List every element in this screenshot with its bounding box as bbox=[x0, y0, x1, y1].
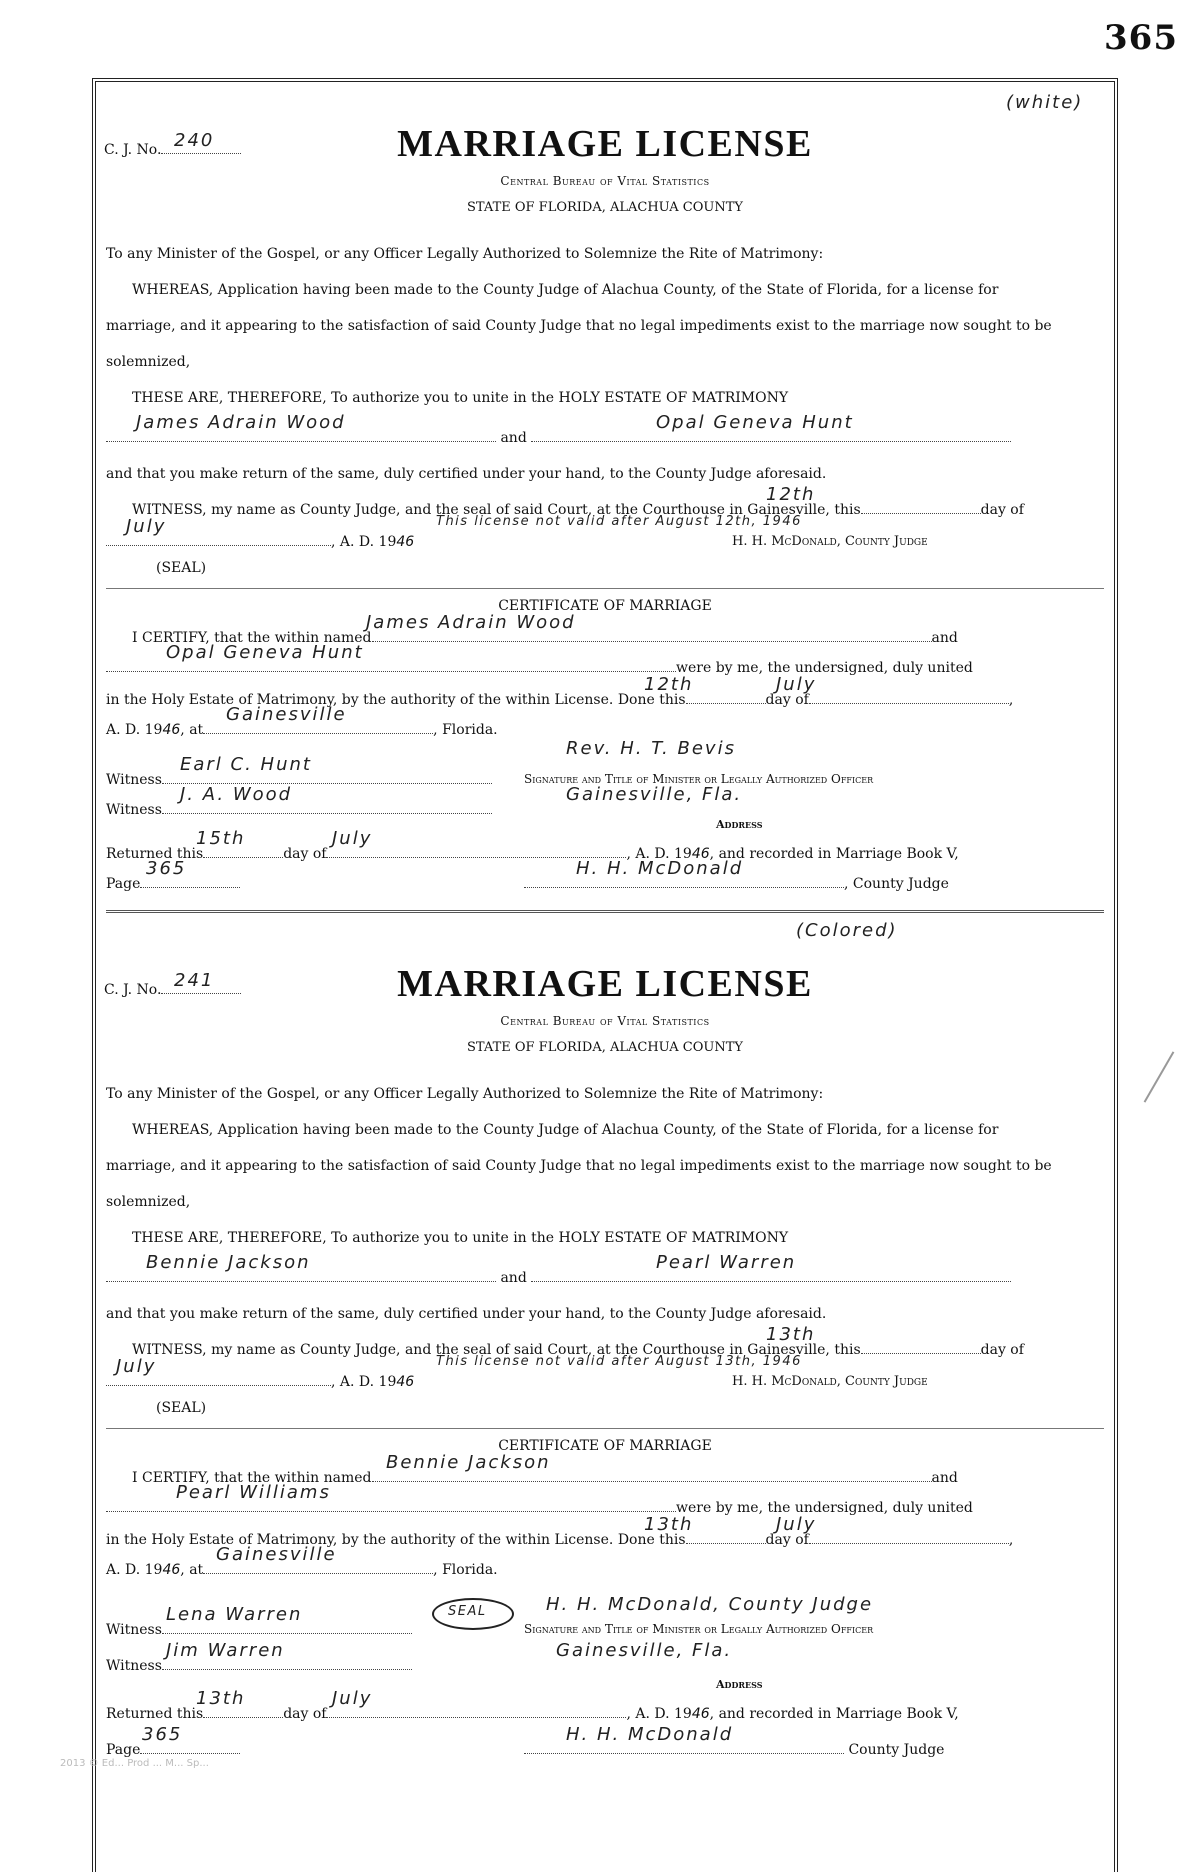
and-label: and bbox=[500, 1270, 527, 1286]
county-judge-line: County Judge bbox=[524, 1742, 944, 1758]
groom-name: James Adrain Wood bbox=[136, 412, 346, 433]
license-divider bbox=[106, 910, 1104, 913]
page-line: Page bbox=[106, 876, 240, 892]
witness-1-name: Lena Warren bbox=[166, 1604, 303, 1625]
cert-groom-name: James Adrain Wood bbox=[366, 612, 576, 633]
holy-estate-line: in the Holy Estate of Matrimony, by the authority of the within License. Done this day of , bbox=[106, 692, 1014, 708]
license-month: July bbox=[126, 516, 167, 537]
validity-note: This license not valid after August 12th, 1946 bbox=[436, 514, 802, 529]
returned-line: Returned this day of , A. D. 1946, and recorded in Marriage Book V, bbox=[106, 1706, 959, 1722]
month-year-line: , A. D. 1946 bbox=[106, 534, 414, 550]
witness-2-name: Jim Warren bbox=[166, 1640, 285, 1661]
race-note: (white) bbox=[1006, 92, 1084, 113]
county-judge-hand: H. H. McDonald bbox=[566, 1724, 734, 1745]
witness-2-line: Witness bbox=[106, 802, 492, 818]
page-value: 365 bbox=[142, 1724, 183, 1745]
cj-label: C. J. No. bbox=[104, 982, 162, 998]
license-month: July bbox=[116, 1356, 157, 1377]
page-line: Page bbox=[106, 1742, 240, 1758]
certify-line: I CERTIFY, that the within named and bbox=[132, 1470, 958, 1486]
address-caption: Address bbox=[716, 1678, 763, 1691]
cj-number-value: 241 bbox=[174, 970, 215, 991]
salutation: To any Minister of the Gospel, or any Officer Legally Authorized to Solemnize the Rite of Matrimony: bbox=[106, 1086, 824, 1102]
license-title: MARRIAGE LICENSE bbox=[397, 963, 813, 1005]
returned-day: 15th bbox=[196, 828, 246, 849]
returned-month: July bbox=[332, 828, 373, 849]
returned-day: 13th bbox=[196, 1688, 246, 1709]
license-day: 12th bbox=[766, 484, 816, 505]
return-instruction: and that you make return of the same, duly certified under your hand, to the County Judge aforesaid. bbox=[106, 466, 827, 482]
copyright-watermark: 2013 © Ed... Prod ... M... Sp... bbox=[60, 1758, 209, 1769]
returned-month: July bbox=[332, 1688, 373, 1709]
witness-1-line: Witness bbox=[106, 772, 492, 788]
cj-label: C. J. No. bbox=[104, 142, 162, 158]
witness-1-line: Witness bbox=[106, 1622, 412, 1638]
groom-name: Bennie Jackson bbox=[146, 1252, 311, 1273]
witness-2-line: Witness bbox=[106, 1658, 412, 1674]
witness-clause: WITNESS, my name as County Judge, and the seal of said Court, at the Courthouse in Gainesville, this day of bbox=[132, 1342, 1024, 1358]
address-caption: Address bbox=[716, 818, 763, 831]
return-instruction: and that you make return of the same, duly certified under your hand, to the County Judge aforesaid. bbox=[106, 1306, 827, 1322]
cert-bride-name: Opal Geneva Hunt bbox=[166, 642, 364, 663]
whereas-line-3: solemnized, bbox=[106, 354, 191, 370]
certificate-title: CERTIFICATE OF MARRIAGE bbox=[498, 1438, 712, 1454]
county-judge-hand: H. H. McDonald bbox=[576, 858, 744, 879]
minister-caption: Signature and Title of Minister or Legally Authorized Officer bbox=[524, 772, 874, 786]
county-judge-signature: H. H. McDonald, County Judge bbox=[732, 534, 928, 549]
margin-mark bbox=[1144, 1051, 1175, 1102]
page-value: 365 bbox=[146, 858, 187, 879]
county-judge-signature: H. H. McDonald, County Judge bbox=[732, 1374, 928, 1389]
authorize-line: THESE ARE, THEREFORE, To authorize you to unite in the HOLY ESTATE OF MATRIMONY bbox=[132, 1230, 789, 1246]
certify-line: I CERTIFY, that the within named and bbox=[132, 630, 958, 646]
section-divider bbox=[106, 1428, 1104, 1429]
state-county: STATE OF FLORIDA, ALACHUA COUNTY bbox=[467, 200, 743, 215]
section-divider bbox=[106, 588, 1104, 589]
whereas-line-1: WHEREAS, Application having been made to the County Judge of Alachua County, of the State of Florida, for a license for bbox=[132, 282, 999, 298]
state-county: STATE OF FLORIDA, ALACHUA COUNTY bbox=[467, 1040, 743, 1055]
validity-note: This license not valid after August 13th, 1946 bbox=[436, 1354, 802, 1369]
license-title: MARRIAGE LICENSE bbox=[397, 123, 813, 165]
whereas-line-2: marriage, and it appearing to the satisfaction of said County Judge that no legal impediments exist to the marriage now sought to be bbox=[106, 318, 1052, 334]
witness-2-name: J. A. Wood bbox=[180, 784, 293, 805]
whereas-line-3: solemnized, bbox=[106, 1194, 191, 1210]
bride-name: Pearl Warren bbox=[656, 1252, 797, 1273]
cj-number-value: 240 bbox=[174, 130, 215, 151]
cert-groom-name: Bennie Jackson bbox=[386, 1452, 551, 1473]
cert-day: 12th bbox=[644, 674, 694, 695]
county-judge-line: , County Judge bbox=[524, 876, 949, 892]
license-year: 46 bbox=[396, 1374, 415, 1390]
ad-at-line: A. D. 1946, at , Florida. bbox=[106, 722, 498, 738]
bride-name: Opal Geneva Hunt bbox=[656, 412, 854, 433]
minister-signature: Rev. H. T. Bevis bbox=[566, 738, 736, 759]
authorize-line: THESE ARE, THEREFORE, To authorize you to unite in the HOLY ESTATE OF MATRIMONY bbox=[132, 390, 789, 406]
minister-address: Gainesville, Fla. bbox=[556, 1640, 733, 1661]
bureau-name: Central Bureau of Vital Statistics bbox=[500, 1014, 710, 1028]
cert-bride-line: were by me, the undersigned, duly united bbox=[106, 1500, 973, 1516]
seal-label: (SEAL) bbox=[156, 1400, 207, 1416]
cert-bride-line: were by me, the undersigned, duly united bbox=[106, 660, 973, 676]
seal-stamp-text: SEAL bbox=[448, 1604, 487, 1619]
cert-month: July bbox=[776, 674, 817, 695]
salutation: To any Minister of the Gospel, or any Officer Legally Authorized to Solemnize the Rite of Matrimony: bbox=[106, 246, 824, 262]
whereas-line-2: marriage, and it appearing to the satisfaction of said County Judge that no legal impediments exist to the marriage now sought to be bbox=[106, 1158, 1052, 1174]
minister-signature: H. H. McDonald, County Judge bbox=[546, 1594, 874, 1615]
returned-line: Returned this day of , A. D. 1946, and recorded in Marriage Book V, bbox=[106, 846, 959, 862]
whereas-line-1: WHEREAS, Application having been made to the County Judge of Alachua County, of the State of Florida, for a license for bbox=[132, 1122, 999, 1138]
holy-estate-line: in the Holy Estate of Matrimony, by the authority of the within License. Done this day of , bbox=[106, 1532, 1014, 1548]
minister-address: Gainesville, Fla. bbox=[566, 784, 743, 805]
race-note: (Colored) bbox=[796, 920, 898, 941]
certificate-title: CERTIFICATE OF MARRIAGE bbox=[498, 598, 712, 614]
cert-bride-name: Pearl Williams bbox=[176, 1482, 331, 1503]
bureau-name: Central Bureau of Vital Statistics bbox=[500, 174, 710, 188]
witness-1-name: Earl C. Hunt bbox=[180, 754, 312, 775]
month-year-line: , A. D. 1946 bbox=[106, 1374, 414, 1390]
page-number: 365 bbox=[1104, 18, 1178, 58]
ad-at-line: A. D. 1946, at , Florida. bbox=[106, 1562, 498, 1578]
cert-month: July bbox=[776, 1514, 817, 1535]
document-frame bbox=[92, 78, 1118, 1872]
seal-label: (SEAL) bbox=[156, 560, 207, 576]
license-year: 46 bbox=[396, 534, 415, 550]
and-label: and bbox=[500, 430, 527, 446]
witness-clause: WITNESS, my name as County Judge, and the seal of said Court, at the Courthouse in Gainesville, this day of bbox=[132, 502, 1024, 518]
cert-day: 13th bbox=[644, 1514, 694, 1535]
minister-caption: Signature and Title of Minister or Legally Authorized Officer bbox=[524, 1622, 874, 1636]
cert-place: Gainesville bbox=[216, 1544, 337, 1565]
license-day: 13th bbox=[766, 1324, 816, 1345]
cert-place: Gainesville bbox=[226, 704, 347, 725]
